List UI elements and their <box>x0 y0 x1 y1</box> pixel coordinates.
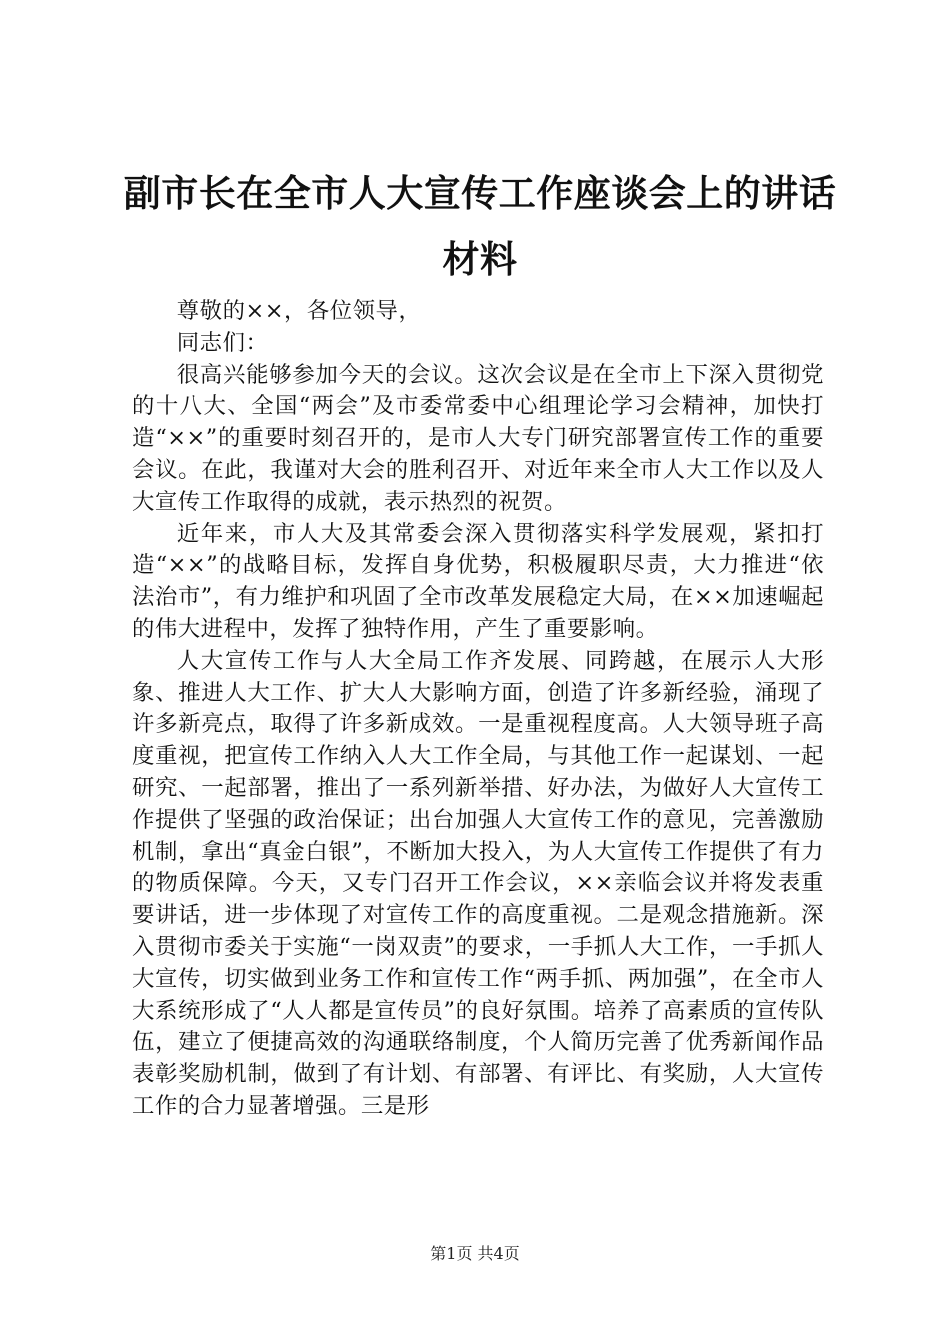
salutation-line-1: 尊敬的××，各位领导， <box>176 298 422 324</box>
body-paragraph-2: 近年来，市人大及其常委会深入贯彻落实科学发展观，紧扣打造“××”的战略目标，发挥自身优势，积极履职尽责，大力推进“依法治市”，有力维护和巩固了全市改革发展稳定大局，在××加速崛起的伟大进程中，发挥了独特作用，产生了重要影响。 <box>132 520 824 642</box>
page-footer: 第1页 共4页 <box>430 1244 520 1263</box>
body-paragraph-1: 很高兴能够参加今天的会议。这次会议是在全市上下深入贯彻党的十八大、全国“两会”及市委常委中心组理论学习会精神，加快打造“××”的重要时刻召开的，是市人大专门研究部署宣传工作的重要会议。在此，我谨对大会的胜利召开、对近年来全市人大工作以及人大宣传工作取得的成就，表示热烈的祝贺。 <box>132 361 824 515</box>
body-paragraph-3: 人大宣传工作与人大全局工作齐发展、同跨越，在展示人大形象、推进人大工作、扩大人大影响方面，创造了许多新经验，涌现了许多新亮点，取得了许多新成效。一是重视程度高。人大领导班子高度重视，把宣传工作纳入人大工作全局，与其他工作一起谋划、一起研究、一起部署，推出了一系列新举措、好办法，为做好人大宣传工作提供了坚强的政治保证；出台加强人大宣传工作的意见，完善激励机制，拿出“真金白银”，不断加大投入，为人大宣传工作提供了有力的物质保障。今天，又专门召开工作会议，××亲临会议并将发表重要讲话，进一步体现了对宣传工作的高度重视。二是观念措施新。深入贯彻市委关于实施“一岗双责”的要求，一手抓人大工作，一手抓人大宣传，切实做到业务工作和宣传工作“两手抓、两加强”，在全市人大系统形成了“人人都是宣传员”的良好氛围。培养了高素质的宣传队伍，建立了便捷高效的沟通联络制度，个人简历完善了优秀新闻作品表彰奖励机制，做到了有计划、有部署、有评比、有奖励，人大宣传工作的合力显著增强。三是形 <box>132 647 824 1119</box>
salutation-line-2: 同志们： <box>176 329 269 356</box>
document-title: 副市长在全市人大宣传工作座谈会上的讲话材料 <box>123 171 837 281</box>
document-body <box>132 296 824 1123</box>
